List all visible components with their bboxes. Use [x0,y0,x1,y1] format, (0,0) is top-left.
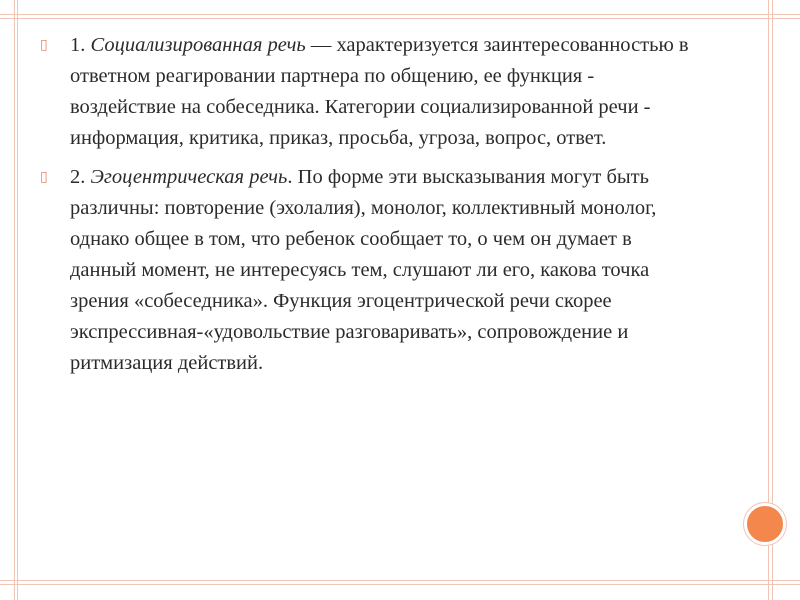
frame-line-left-outer [14,0,15,600]
accent-circle [744,503,786,545]
frame-line-top-inner [0,18,800,19]
frame-line-bottom-outer [0,584,800,585]
paragraph-text: — характеризуется заинтересованностью в ответном реагировании партнера по общению, ее функция - воздействие на собеседника. Категории социализированной речи - информация, критика, приказ, просьба, угроза, вопрос, ответ. [70,34,689,149]
bullet-icon: ▯ [40,37,48,53]
bullet-icon: ▯ [40,169,48,185]
paragraph-number: 1. [70,34,91,56]
paragraph-socialized-speech [38,30,698,154]
paragraph-term: Эгоцентрическая речь [90,166,288,188]
frame-line-bottom-inner [0,580,800,581]
paragraph-text: . По форме эти высказывания могут быть различны: повторение (эхолалия), монолог, коллективный монолог, однако общее в том, что ребенок сообщает то, о чем он думает в данный момент, не интересуясь тем, слушают ли его, какова точка зрения «собеседника». Функция эгоцентрической речи скорее экспрессивная-«удовольствие разговаривать», сопровождение и ритмизация действий. [70,166,657,374]
frame-line-left-inner [17,0,18,600]
slide-content [38,30,698,387]
frame-line-top-outer [0,14,800,15]
paragraph-term: Социализированная речь [90,34,306,56]
paragraph-number: 2. [70,166,91,188]
paragraph-egocentric-speech [38,162,698,379]
